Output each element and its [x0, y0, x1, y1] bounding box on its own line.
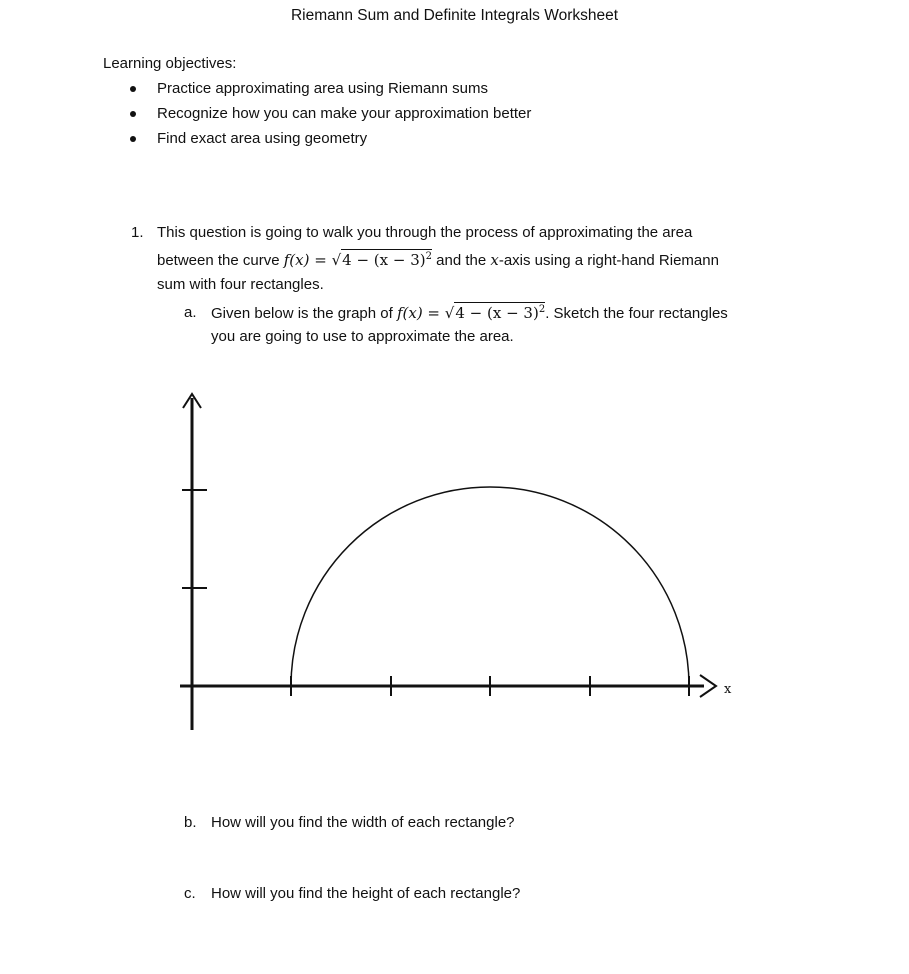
question-text-line1: This question is going to walk you through the process of approximating the area	[157, 224, 693, 241]
function-curve	[291, 487, 689, 686]
exponent: 2	[425, 251, 432, 262]
part-a-letter: a.	[184, 304, 197, 321]
objective-item: Find exact area using geometry	[157, 130, 368, 147]
exponent: 2	[538, 304, 546, 315]
part-c-letter: c.	[184, 885, 196, 902]
question-text-segment: -axis using a right-hand Riemann	[498, 252, 719, 269]
question-text-segment: between the curve	[157, 252, 284, 269]
objective-item: Practice approximating area using Riemann sums	[157, 80, 488, 97]
function-lhs: f(x) =	[396, 304, 445, 322]
radicand-text: 4 − (x − 3)	[455, 304, 539, 322]
question-text-segment: and the	[431, 252, 491, 269]
part-a-text: Given below is the graph of	[211, 305, 397, 322]
worksheet-title: Riemann Sum and Definite Integrals Worksheet	[290, 7, 619, 24]
x-variable: x	[490, 251, 499, 269]
part-a-text: . Sketch the four rectangles	[545, 305, 728, 322]
objective-item: Recognize how you can make your approximation better	[157, 105, 532, 122]
question-number: 1.	[131, 224, 144, 241]
part-b-letter: b.	[184, 814, 197, 831]
x-axis-label: x	[724, 682, 732, 697]
objectives-heading: Learning objectives:	[103, 55, 237, 72]
question-text-line3: sum with four rectangles.	[157, 276, 324, 293]
part-b-text: How will you find the width of each rectangle?	[211, 814, 515, 831]
radicand-text: 4 − (x − 3)	[342, 251, 426, 269]
part-c-text: How will you find the height of each rectangle?	[211, 885, 521, 902]
part-a-line2: you are going to use to approximate the area.	[211, 328, 514, 345]
radical-sign: √	[444, 304, 455, 322]
radical-sign: √	[331, 251, 342, 269]
function-lhs: f(x) =	[283, 251, 332, 269]
